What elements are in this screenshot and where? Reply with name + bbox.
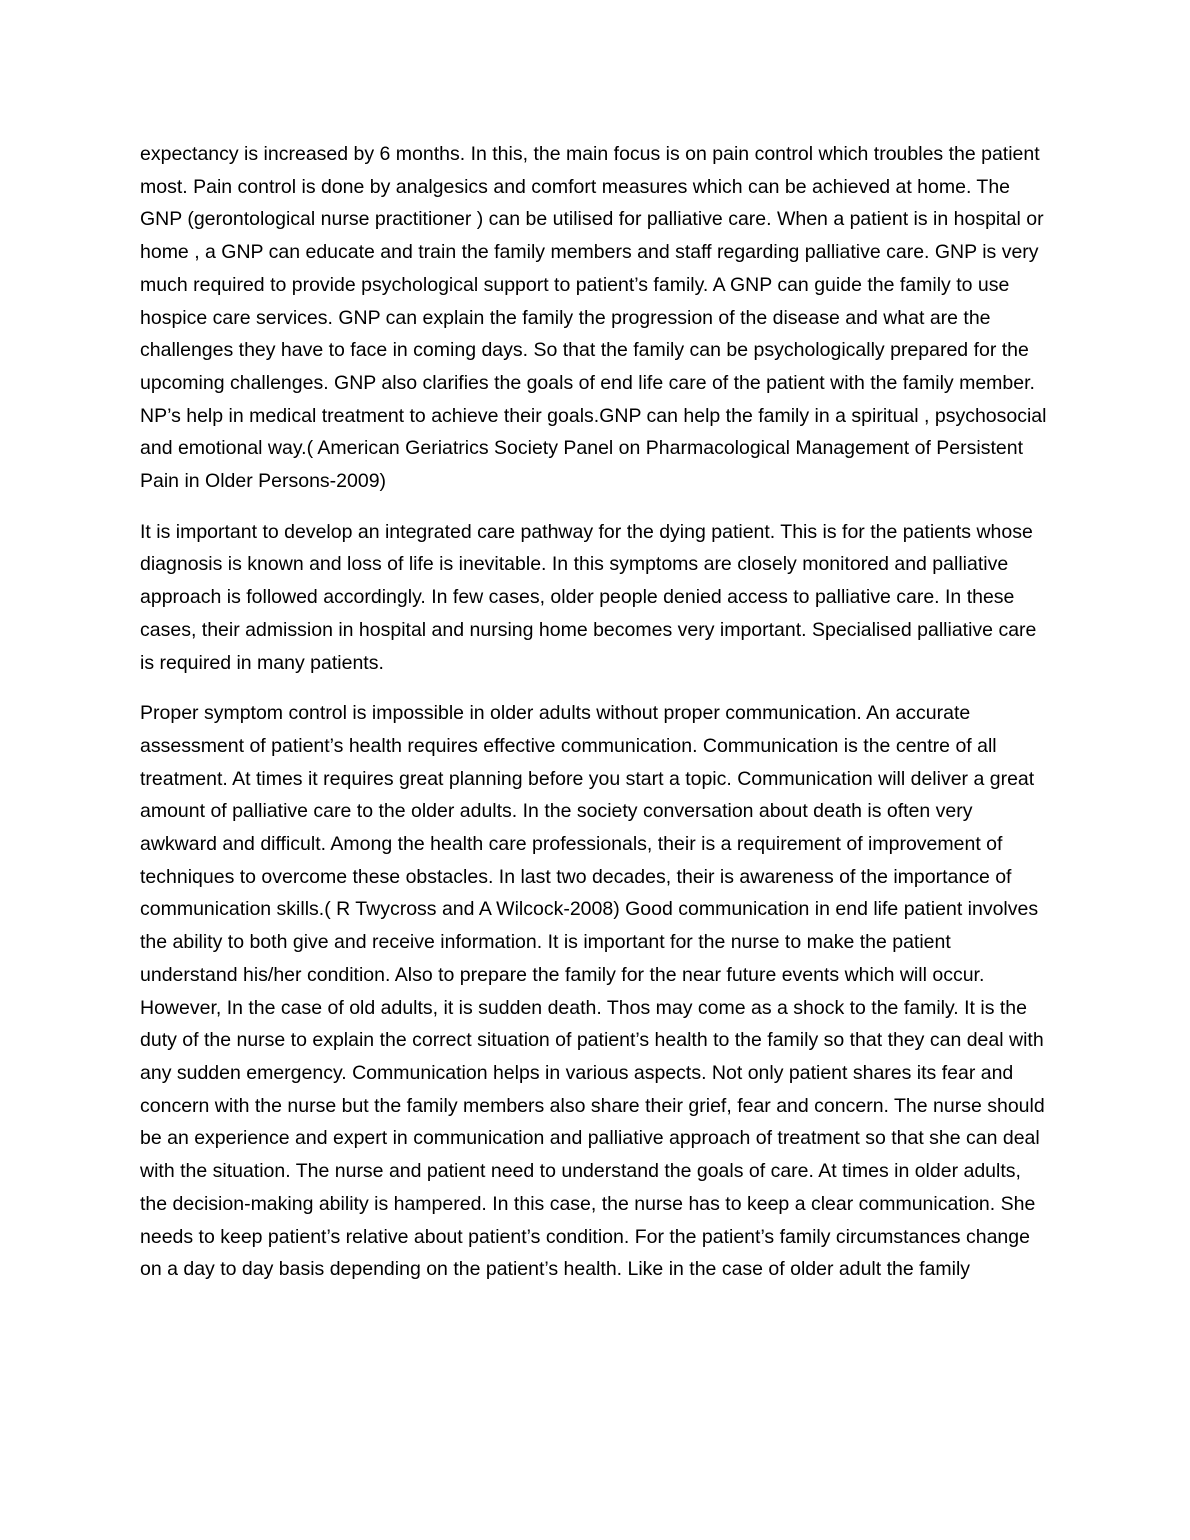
document-body [140, 138, 1050, 1304]
paragraph-communication: Proper symptom control is impossible in older adults without proper communication. An accurate assessment of patient’s health requires effective communication. Communication is the centre of all treatment. At times it requires great planning before you start a topic. Communication will deliver a great amount of palliative care to the older adults. In the society conversation about death is often very awkward and difficult. Among the health care professionals, their is a requirement of improvement of techniques to overcome these obstacles. In last two decades, their is awareness of the importance of communication skills.( R Twycross and A Wilcock-2008) Good communication in end life patient involves the ability to both give and receive information. It is important for the nurse to make the patient understand his/her condition. Also to prepare the family for the near future events which will occur. However, In the case of old adults, it is sudden death. Thos may come as a shock to the family. It is the duty of the nurse to explain the correct situation of patient’s health to the family so that they can deal with any sudden emergency. Communication helps in various aspects. Not only patient shares its fear and concern with the nurse but the family members also share their grief, fear and concern. The nurse should be an experience and expert in communication and palliative approach of treatment so that she can deal with the situation. The nurse and patient need to understand the goals of care. At times in older adults, the decision-making ability is hampered. In this case, the nurse has to keep a clear communication. She needs to keep patient’s relative about patient’s condition. For the patient’s family circumstances change on a day to day basis depending on the patient’s health. Like in the case of older adult the family [140, 702, 1045, 1281]
paragraph-gnp-role: expectancy is increased by 6 months. In this, the main focus is on pain control which troubles the patient most. Pain control is done by analgesics and comfort measures which can be achieved at home. The GNP (gerontological nurse practitioner ) can be utilised for palliative care. When a patient is in hospital or home , a GNP can educate and train the family members and staff regarding palliative care. GNP is very much required to provide psychological support to patient’s family. A GNP can guide the family to use hospice care services. GNP can explain the family the progression of the disease and what are the challenges they have to face in coming days. So that the family can be psychologically prepared for the upcoming challenges. GNP also clarifies the goals of end life care of the patient with the family member. NP’s help in medical treatment to achieve their goals.GNP can help the family in a spiritual , psychosocial and emotional way.( American Geriatrics Society Panel on Pharmacological Management of Persistent Pain in Older Persons-2009) [140, 143, 1047, 493]
paragraph-integrated-care-pathway: It is important to develop an integrated care pathway for the dying patient. This is for the patients whose diagnosis is known and loss of life is inevitable. In this symptoms are closely monitored and palliative approach is followed accordingly. In few cases, older people denied access to palliative care. In these cases, their admission in hospital and nursing home becomes very important. Specialised palliative care is required in many patients. [140, 520, 1037, 674]
